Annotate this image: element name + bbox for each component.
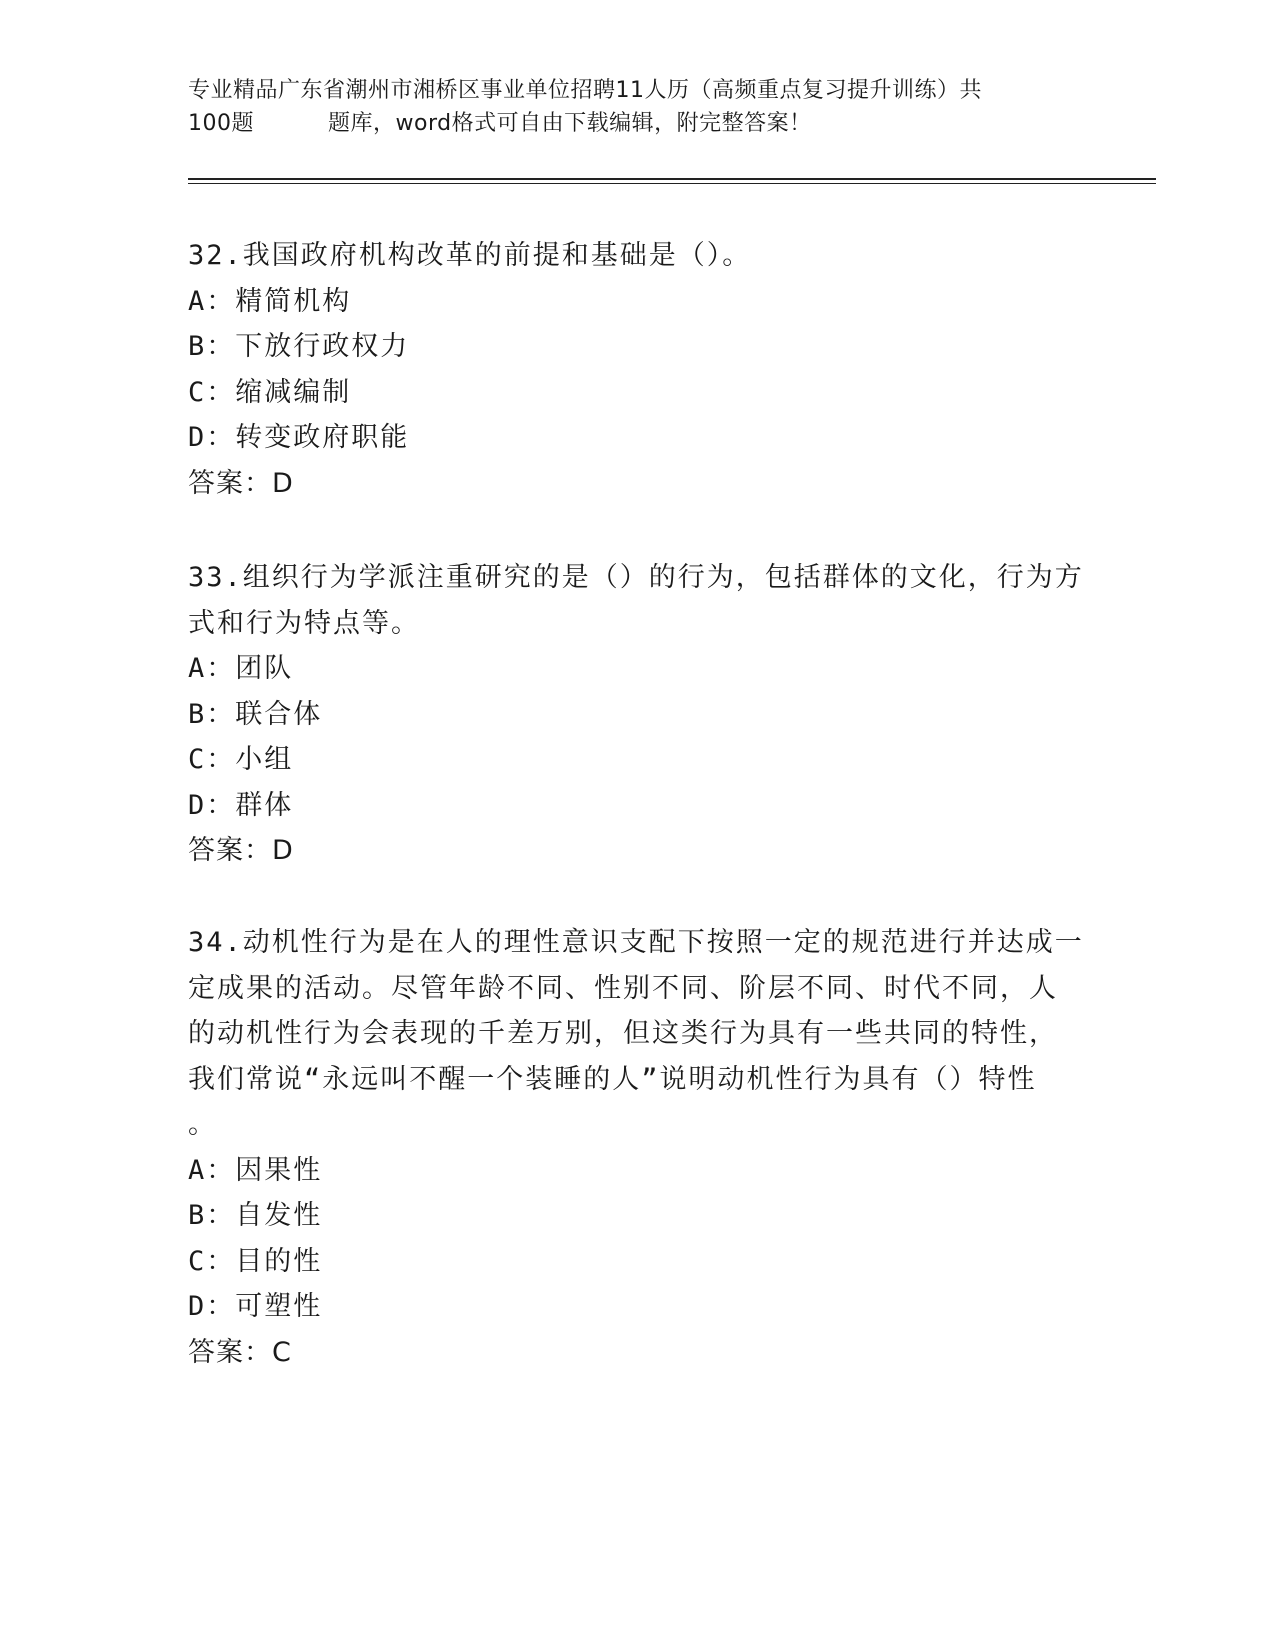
document-header: [188, 74, 1068, 140]
question-33: [188, 555, 1088, 874]
header-line-2: [188, 107, 1068, 140]
answer-line: 答案：D: [188, 467, 294, 499]
option-a: A：精简机构: [188, 285, 352, 317]
header-line-1: 专业精品广东省潮州市湘桥区事业单位招聘11人历（高频重点复习提升训练）共: [188, 78, 982, 103]
question-stem-line: 32.我国政府机构改革的前提和基础是（）。: [188, 240, 752, 271]
option-b: B：联合体: [188, 698, 323, 730]
option-d: D：转变政府职能: [188, 422, 410, 453]
option-d: D：群体: [188, 789, 294, 821]
option-a: A：因果性: [188, 1154, 323, 1186]
question-stem-line: 的动机性行为会表现的千差万别，但这类行为具有一些共同的特性，: [188, 1018, 1058, 1049]
header-divider-thick: [188, 178, 1156, 180]
question-stem-line: 我们常说“永远叫不醒一个装睡的人”说明动机性行为具有（）特性: [188, 1063, 1037, 1095]
option-a: A：团队: [188, 653, 294, 684]
question-34: [188, 920, 1088, 1375]
header-description: 题库，word格式可自由下载编辑，附完整答案！: [328, 111, 812, 136]
option-d: D：可塑性: [188, 1291, 323, 1322]
option-c: C：目的性: [188, 1245, 323, 1277]
question-stem-line: 。: [188, 1109, 217, 1140]
question-stem-line: 33.组织行为学派注重研究的是（）的行为，包括群体的文化，行为方: [188, 562, 1084, 593]
header-divider-thin: [188, 183, 1156, 184]
option-c: C：小组: [188, 744, 294, 775]
question-stem-line: 34.动机性行为是在人的理性意识支配下按照一定的规范进行并达成一: [188, 927, 1084, 958]
answer-line: 答案：C: [188, 1336, 292, 1368]
question-stem-line: 定成果的活动。尽管年龄不同、性别不同、阶层不同、时代不同，人: [188, 972, 1058, 1004]
question-stem-line: 式和行为特点等。: [188, 607, 420, 639]
question-32: [188, 233, 1088, 506]
option-b: B：自发性: [188, 1200, 323, 1231]
header-count: 100题: [188, 111, 254, 136]
option-b: B：下放行政权力: [188, 331, 410, 362]
option-c: C：缩减编制: [188, 376, 352, 408]
answer-line: 答案：D: [188, 835, 294, 866]
